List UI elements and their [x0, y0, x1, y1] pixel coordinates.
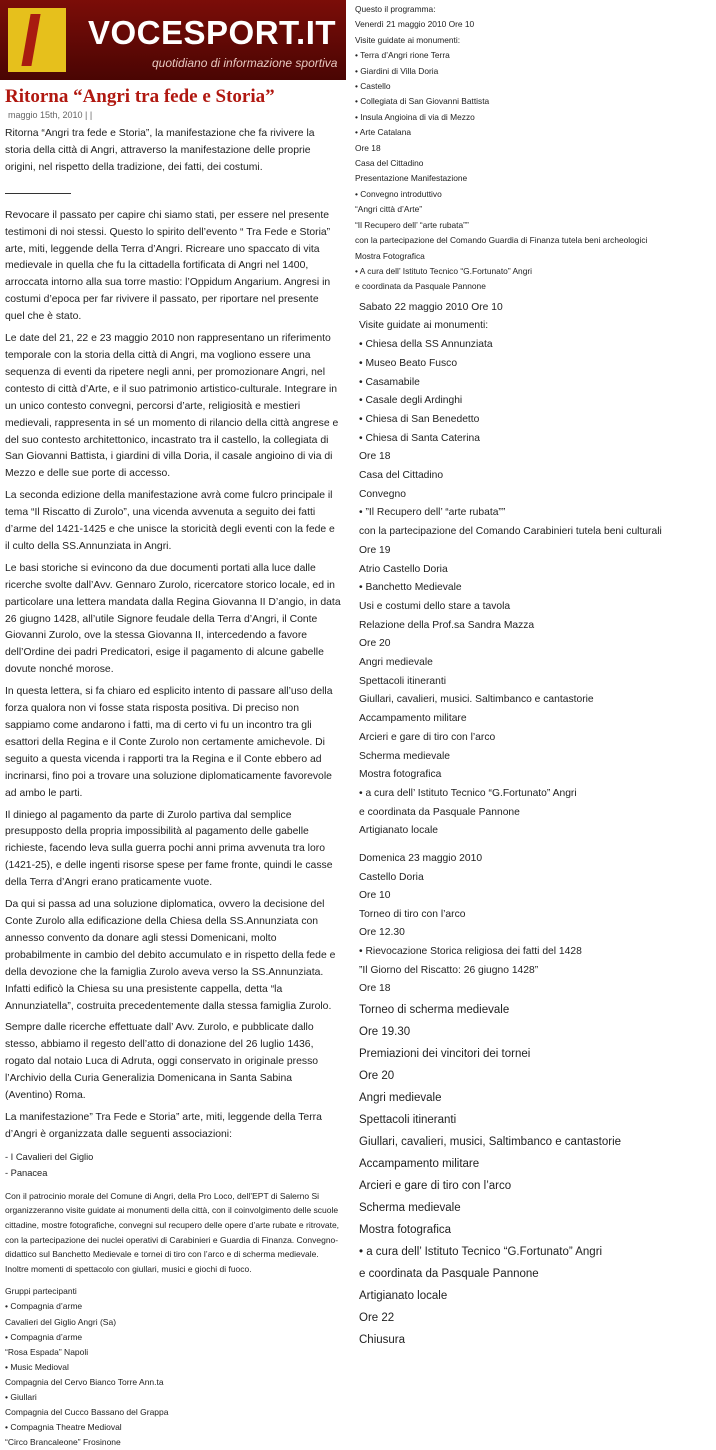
- program-line: • Rievocazione Storica religiosa dei fatti del 1428: [359, 946, 582, 958]
- group-line: “Circo Brancaleone” Frosinone: [5, 1437, 121, 1448]
- program-line: • Chiesa della SS Annunziata: [359, 339, 493, 351]
- group-line: Compagnia del Cervo Bianco Torre Ann.ta: [5, 1376, 164, 1387]
- program-line: Artigianato locale: [359, 825, 438, 837]
- association-item: - I Cavalieri del Giglio: [5, 1151, 94, 1162]
- program-line: Accampamento militare: [359, 1157, 480, 1170]
- program-line: • Museo Beato Fusco: [359, 357, 458, 369]
- program-line: Premiazioni dei vincitori dei tornei: [359, 1047, 531, 1060]
- article-paragraph: Sempre dalle ricerche effettuate dall’ Avv. Zurolo, e pubblicate dallo stesso, abbiamo il regesto dell’atto di donazione del 26 luglio 1436, rogato dal notaio Luca di Adruta, oggi conservato in originale presso l’Archivio della Curia Generalizia Domenicana in Santa Sabina (Aventino) Roma.: [5, 1022, 319, 1102]
- article-paragraph: Revocare il passato per capire chi siamo stati, per essere nel presente testimoni di noi stessi. Questo lo spirito dell’evento “ Tra Fede e Storia” arte, miti, leggende della Terra d’Angri. Ricreare uno spaccato di vita medievale in quella che fu la cittadella fortificata di Angri nel 1400, arroccata intorno alla sua torre mastio: l’Oppidum Angarium. Angresi in costumi d’epoca per far rivivere il passato, per riportare nel presente quel che è stato.: [5, 209, 331, 323]
- program-line: Ore 20: [359, 1069, 395, 1082]
- program-line: Usi e costumi dello stare a tavola: [359, 600, 511, 612]
- brand-voce: VOCE: [88, 14, 184, 51]
- program-line: • A cura dell’ Istituto Tecnico “G.Fortunato” Angri: [355, 265, 533, 276]
- program-line: Domenica 23 maggio 2010: [359, 853, 483, 865]
- group-line: Gruppi partecipanti: [5, 1286, 77, 1297]
- program-line: Ore 19: [359, 544, 391, 556]
- association-list: [5, 1149, 341, 1181]
- program-line: Scherma medievale: [359, 1201, 461, 1214]
- program-line: • Chiesa di Santa Caterina: [359, 432, 480, 444]
- group-line: • Music Medioval: [5, 1361, 69, 1372]
- program-line: Torneo di scherma medievale: [359, 1003, 510, 1016]
- program-line: Questo il programma:: [355, 4, 436, 14]
- group-line: • Compagnia Theatre Medioval: [5, 1422, 122, 1433]
- association-item: - Panacea: [5, 1167, 48, 1178]
- program-line: Ore 18: [355, 142, 381, 153]
- article-title[interactable]: Ritorna “Angri tra fede e Storia”: [5, 86, 275, 107]
- program-line: Arcieri e gare di tiro con l’arco: [359, 1179, 512, 1192]
- brand-sportit: SPORT.IT: [183, 14, 337, 51]
- program-day-3-evening: [355, 999, 715, 1351]
- program-line: e coordinata da Pasquale Pannone: [359, 806, 520, 818]
- program-line: • a cura dell’ Istituto Tecnico “G.Fortunato” Angri: [359, 788, 577, 799]
- program-line: Torneo di tiro con l’arco: [359, 908, 466, 920]
- program-line: • Banchetto Medievale: [359, 582, 462, 594]
- program-line: • Convegno introduttivo: [355, 188, 442, 199]
- article: [5, 86, 341, 1450]
- group-line: Cavalieri del Giglio Angri (Sa): [5, 1316, 117, 1327]
- program-line: Mostra Fotografica: [355, 250, 425, 261]
- program-line: Chiusura: [359, 1333, 406, 1346]
- program-line: Venerdì 21 maggio 2010 Ore 10: [355, 19, 475, 30]
- site-tagline: quotidiano di informazione sportiva: [152, 56, 338, 70]
- program-line: Ore 10: [359, 890, 391, 902]
- group-line: • Giullari: [5, 1391, 37, 1402]
- program-line: Accampamento militare: [359, 713, 467, 725]
- program-line: Ore 18: [359, 983, 391, 995]
- program-line: • Insula Angioina di via di Mezzo: [355, 111, 475, 122]
- program-line: Casa del Cittadino: [355, 158, 424, 169]
- logo-icon: [8, 8, 66, 72]
- article-paragraph: La manifestazione” Tra Fede e Storia” arte, miti, leggende della Terra d’Angri è organizzata dalle seguenti associazioni:: [5, 1111, 322, 1140]
- program-line: Mostra fotografica: [359, 769, 442, 781]
- article-paragraph: La seconda edizione della manifestazione avrà come fulcro principale il tema “Il Riscatto di Zurolo”, una vicenda avvenuta a seguito dei fatti d’arme del 1421-1425 e che unisce la storicità degli eventi con la fede e il culto della SS.Annunziata in Angri.: [5, 490, 335, 552]
- program-line: Atrio Castello Doria: [359, 563, 448, 575]
- program-line: Visite guidate ai monumenti:: [359, 320, 489, 332]
- program-line: Visite guidate ai monumenti:: [355, 34, 461, 45]
- article-paragraph: In questa lettera, si fa chiaro ed esplicito intento di passare all’uso della forza qualora non vi fosse stata risposta positiva. Di preciso non sappiamo come andarono i fatti, ma di certo vi fu un incontro tra gli esattori della Regina e il Conte Zurolo non certamente amichevole. Di seguito a questa vicenda i rapporti tra la Regina e il Conte ebbero ad incrinarsi, fino poi a trovare una soluzione diplomaticamente favorevole ad ambo le parti.: [5, 686, 333, 799]
- program-line: Angri medievale: [359, 657, 433, 669]
- article-paragraph: Da qui si passa ad una soluzione diplomatica, ovvero la decisione del Conte Zurolo alla edificazione della Chiesa della SS.Annunziata con annesso convento da donare agli stessi Domenicani, molto probabilmente in cambio del debito accumulato e in rispetto della fede e della devozione che la famiglia Zurolo aveva verso la SS.Annunziata. Infatti edificò la Chiesa su una presistente cappella, detta “la Annunziatella”, costruita precedentemente dalla stessa famiglia Zurolo.: [5, 899, 336, 1012]
- program-line: “Angri città d’Arte”: [355, 204, 423, 215]
- article-date: maggio 15th, 2010 | |: [8, 110, 93, 120]
- program-line: Ore 22: [359, 1311, 395, 1324]
- program-day-3: [355, 850, 715, 999]
- program-line: con la partecipazione del Comando Guardia di Finanza tutela beni archeologici: [355, 235, 648, 246]
- program-line: Ore 20: [359, 638, 391, 650]
- program-day-1: [355, 2, 715, 295]
- site-brand[interactable]: [88, 14, 336, 52]
- program-line: Scherma medievale: [359, 750, 450, 762]
- program-line: ”Il Giorno del Riscatto: 26 giugno 1428”: [359, 964, 539, 976]
- program-day-2: [355, 299, 715, 841]
- program-line: • Castello: [355, 81, 391, 92]
- program-line: • Arte Catalana: [355, 127, 412, 138]
- program-line: Relazione della Prof.sa Sandra Mazza: [359, 619, 535, 631]
- article-paragraph: Ritorna “Angri tra fede e Storia”, la manifestazione che fa rivivere la storia della città di Angri, attraverso la manifestazione delle proprie origini, nel rispetto della tradizione, dei fatti, dei costumi.: [5, 128, 315, 173]
- program-line: Ore 12.30: [359, 927, 405, 939]
- divider: [5, 193, 71, 194]
- article-paragraph: Le date del 21, 22 e 23 maggio 2010 non rappresentano un riferimento temporale con la storia della città di Angri, ma vogliono essere una sequenza di eventi da ripetere negli anni, per promozionare Angri, nel contesto di città d’Arte, e il suo patrimonio artistico-culturale. Integrare in un unico contesto convegni, percorsi d’arte, religiosità e mestieri medievali, rappresenta in sé un momento di rilancio della città angrese e del suo contesto architettonico, incastrato tra il castello, la collegiata di San Giovanni Battista, i giardini di villa Doria, il casale angioino di via di Mezzo e delle sue porte di accesso.: [5, 333, 339, 480]
- article-paragraph: Le basi storiche si evincono da due documenti portati alla luce dalle ricerche svolte dall’Avv. Gennaro Zurolo, ricercatore storico locale, ed in particolare una lettera mandata dalla Regina Giovanna II D’angio, in data 26 giugno 1428, all’utile Signore feudale della Terra d’Angri, il Conte Giovanni Zurolo, ove la stessa Giovanna II, intercedendo a favore dell’Ordine dei padri Predicatori, esige il pagamento di alcune gabelle dovute nonché morose.: [5, 562, 341, 676]
- program-line: Angri medievale: [359, 1091, 442, 1104]
- program-line: • Casamabile: [359, 376, 420, 388]
- group-line: • Compagnia d’arme: [5, 1331, 83, 1342]
- program-line: Castello Doria: [359, 871, 424, 883]
- program-line: • Terra d’Angri rione Terra: [355, 50, 450, 61]
- program-line: Sabato 22 maggio 2010 Ore 10: [359, 301, 503, 313]
- program-line: • Chiesa di San Benedetto: [359, 413, 480, 425]
- program-line: • Casale degli Ardinghi: [359, 395, 463, 407]
- program-line: e coordinata da Pasquale Pannone: [359, 1267, 539, 1280]
- group-line: Compagnia del Cucco Bassano del Grappa: [5, 1407, 169, 1418]
- program-line: con la partecipazione del Comando Carabinieri tutela beni culturali: [359, 526, 662, 538]
- program-line: Giullari, cavalieri, musici, Saltimbanco e cantastorie: [359, 1135, 622, 1148]
- site-banner: [0, 0, 346, 80]
- group-line: “Rosa Espada” Napoli: [5, 1346, 89, 1357]
- program-line: Ore 19.30: [359, 1025, 411, 1038]
- participating-groups: [5, 1284, 341, 1450]
- program-line: Spettacoli itineranti: [359, 675, 447, 687]
- patronage-text: Con il patrocinio morale del Comune di Angri, della Pro Loco, dell’EPT di Salerno Si organizzeranno visite guidate ai monumenti della città, con il coinvolgimento delle scuole cittadine, mostre fotografiche, convegni sul recupero delle opere d’arte rubate e ritrovate, con la partecipazione dei nuclei operativi di Carabinieri e Guardia di Finanza. Convegno-didattico sul Banchetto Medievale e tornei di tiro con l’arco e di scherma medievale. Inoltre momenti di spettacolo con giullari, musici e giochi di fuoco.: [5, 1190, 340, 1274]
- program-line: • Giardini di Villa Doria: [355, 65, 439, 76]
- program: [355, 2, 715, 1351]
- program-line: • ”Il Recupero dell’ “arte rubata””: [359, 507, 506, 519]
- article-paragraph: Il diniego al pagamento da parte di Zurolo partiva dal semplice presupposto della propria impossibilità al pagamento delle gabelle richieste, facendo leva sulla guerra pochi anni prima avvenuta tra loro (1421-25), e delle ingenti risorse spese per fame fronte, quindi le casse della Terra d’Angri erano praticamente vuote.: [5, 809, 333, 889]
- program-line: e coordinata da Pasquale Pannone: [355, 281, 486, 292]
- program-line: Artigianato locale: [359, 1289, 448, 1302]
- article-body: [5, 126, 341, 1144]
- program-line: Convegno: [359, 488, 406, 500]
- program-line: Ore 18: [359, 451, 391, 463]
- group-line: • Compagnia d’arme: [5, 1301, 83, 1312]
- program-line: Spettacoli itineranti: [359, 1113, 457, 1126]
- program-line: • Collegiata di San Giovanni Battista: [355, 96, 490, 107]
- program-line: Casa del Cittadino: [359, 470, 444, 482]
- program-line: Mostra fotografica: [359, 1223, 452, 1236]
- program-line: Giullari, cavalieri, musici. Saltimbanco e cantastorie: [359, 694, 594, 706]
- program-line: • a cura dell’ Istituto Tecnico “G.Fortunato” Angri: [359, 1245, 603, 1258]
- program-line: “Il Recupero dell’ “arte rubata””: [355, 219, 469, 230]
- program-line: Arcieri e gare di tiro con l’arco: [359, 731, 496, 743]
- program-line: Presentazione Manifestazione: [355, 173, 468, 184]
